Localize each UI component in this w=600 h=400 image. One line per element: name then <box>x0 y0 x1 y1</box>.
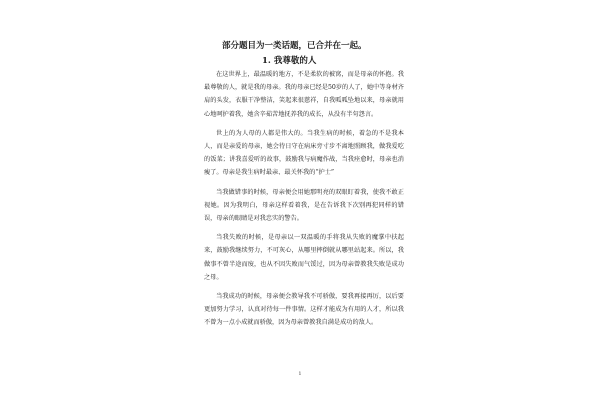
paragraph: 当我失败的时候，是母亲以一双温暖的手将我从失败的魔掌中扶起来，鼓励我继续努力，不可灰心，从哪里摔倒就从哪里站起来。所以，我做事不曾半途而废，也从不因失败而气馁过，因为母亲曾教我失败是成功之母。 <box>204 234 404 281</box>
paragraph: 在这世界上，最温暖的地方，不是柔软的被窝，而是母亲的怀抱。我最尊敬的人，就是我的母亲。我的母亲已经是50岁的人了，她中等身材齐肩的头发，衣服干净整洁，笑起来很慈祥，自我呱呱坠地以来，母亲就用心地呵护着我，她含辛茹苦地抚养我的成长，从没有半句怨言。 <box>204 71 404 118</box>
paragraph: 世上的为人母的人都是伟大的。当我生病的时候，着急的不是我本人，而是亲爱的母亲，她会待日守在病床旁寸步不离地照顾我，做我爱吃的饭菜；讲我喜爱听的故事，鼓励我与病魔作战，当我痊愈时，母亲也消瘦了。母亲是我生病时最亲、最关怀我的“护士” <box>204 129 404 177</box>
paragraph: 当我成功的时候，母亲便会教导我不可骄傲，要我再接再厉，以后要更加努力学习，认真对待每一件事情。这样才能成为有用的人才，所以我不曾为一点小成就而骄傲，因为母亲曾教我自满是成功的敌人。 <box>204 293 404 327</box>
section-title: 1. 我尊敬的人 <box>262 56 317 66</box>
document-heading: 部分题目为一类话题，已合并在一起。 <box>222 41 367 51</box>
page-number: 1 <box>298 371 302 377</box>
paragraph: 当我做错事的时候，母亲便会用她那明亮的双眼盯着我，使我不敢正视她。因为我明白，母亲这样看着我，是在告诉我下次别再犯同样的错误，母亲的眼睛是对我忠实的警告。 <box>204 188 404 223</box>
document-body <box>204 68 404 336</box>
